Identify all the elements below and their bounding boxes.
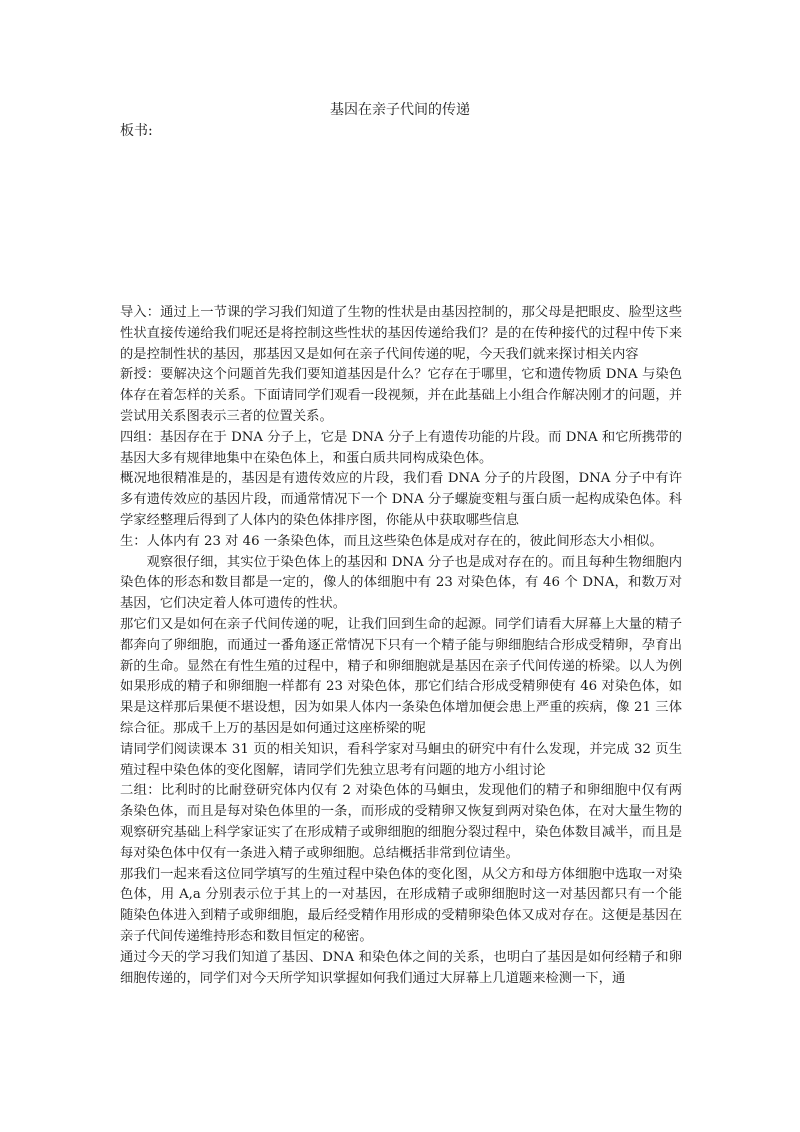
- paragraph-summary: 概况地很精准是的，基因是有遗传效应的片段，我们看 DNA 分子的片段图，DNA 分子中有许多有遗传效应的基因片段，而通常情况下一个 DNA 分子螺旋变粗与蛋白质一起构成染色体。科学家经整理后得到了人体内的染色体排序图，你能从中获取哪些信息: [120, 471, 682, 528]
- document-body: [120, 303, 682, 989]
- paragraph-new-lesson: 新授：要解决这个问题首先我们要知道基因是什么？它存在于哪里，它和遗传物质 DNA 与染色体存在着怎样的关系。下面请同学们观看一段视频，并在此基础上小组合作解决刚才的问题，并尝试用关系图表示三者的位置关系。: [120, 367, 682, 424]
- paragraph-observation: 观察很仔细，其实位于染色体上的基因和 DNA 分子也是成对存在的。而且每种生物细胞内染色体的形态和数目都是一定的，像人的体细胞中有 23 对染色体，有 46 个 DNA，和数万对基因，它们决定着人体可遗传的性状。: [120, 554, 682, 612]
- paragraph-intro: 导入：通过上一节课的学习我们知道了生物的性状是由基因控制的，那父母是把眼皮、脸型这些性状直接传递给我们呢还是将控制这些性状的基因传递给我们？是的在传种接代的过程中传下来的是控制性状的基因，那基因又是如何在亲子代间传递的呢，今天我们就来探讨相关内容: [120, 305, 682, 362]
- paragraph-conclusion: 通过今天的学习我们知道了基因、DNA 和染色体之间的关系，也明白了基因是如何经精子和卵细胞传递的，同学们对今天所学知识掌握如何我们通过大屏幕上几道题来检测一下，通: [120, 949, 682, 986]
- paragraph-bridge: 那它们又是如何在亲子代间传递的呢，让我们回到生命的起源。同学们请看大屏幕上大量的精子都奔向了卵细胞，而通过一番角逐正常情况下只有一个精子能与卵细胞结合形成受精卵，孕育出新的生命。显然在有性生殖的过程中，精子和卵细胞就是基因在亲子代间传递的桥梁。以人为例如果形成的精子和卵细胞一样都有 23 对染色体，那它们结合形成受精卵使有 46 对染色体，如果是这样那后果便不堪设想，因为如果人体内一条染色体增加便会患上严重的疾病，像 21 三体综合征。那成千上万的基因是如何通过这座桥梁的呢: [120, 616, 682, 736]
- document-title: 基因在亲子代间的传递: [330, 102, 470, 118]
- board-label: 板书:: [120, 123, 153, 139]
- paragraph-diagram: 那我们一起来看这位同学填写的生殖过程中染色体的变化图，从父方和母方体细胞中选取一对染色体，用 A,a 分别表示位于其上的一对基因，在形成精子或卵细胞时这一对基因都只有一个能随染色体进入到精子或卵细胞，最后经受精作用形成的受精卵染色体又成对存在。这便是基因在亲子代间传递维持形态和数目恒定的秘密。: [120, 866, 682, 944]
- paragraph-student: 生：人体内有 23 对 46 一条染色体，而且这些染色体是成对存在的，彼此间形态大小相似。: [120, 533, 663, 549]
- paragraph-reading-task: 请同学们阅读课本 31 页的相关知识，看科学家对马蛔虫的研究中有什么发现，并完成 32 页生殖过程中染色体的变化图解，请同学们先独立思考有问题的地方小组讨论: [120, 741, 682, 778]
- paragraph-group-two: 二组：比利时的比耐登研究体内仅有 2 对染色体的马蛔虫，发现他们的精子和卵细胞中仅有两条染色体，而且是每对染色体里的一条，而形成的受精卵又恢复到两对染色体，在对大量生物的观察研究基础上科学家证实了在形成精子或卵细胞的细胞分裂过程中，染色体数目减半，而且是每对染色体中仅有一条进入精子或卵细胞。总结概括非常到位请坐。: [120, 783, 682, 861]
- paragraph-group-four: 四组：基因存在于 DNA 分子上，它是 DNA 分子上有遗传功能的片段。而 DNA 和它所携带的基因大多有规律地集中在染色体上，和蛋白质共同构成染色体。: [120, 429, 682, 466]
